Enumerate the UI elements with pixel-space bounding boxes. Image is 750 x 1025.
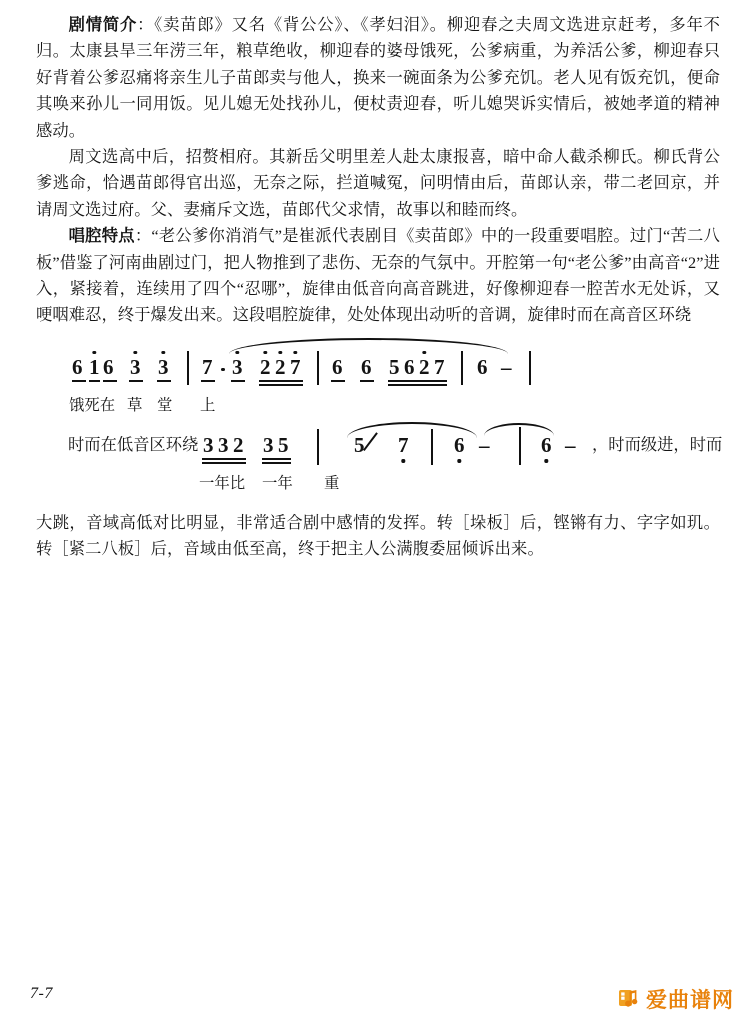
barline-line1-3 — [461, 351, 463, 385]
page-number: 7-7 — [30, 985, 53, 1002]
note-line1-13: 5 — [389, 354, 400, 379]
barline-line2-2 — [431, 429, 433, 465]
beam-line2-a1 — [202, 458, 246, 460]
note-line1-16: 7 — [434, 354, 445, 379]
barline-line1-1 — [187, 351, 189, 385]
beam-line1-c — [103, 380, 117, 382]
beam-line1-h1 — [259, 380, 303, 382]
note-line2-7: 7 — [398, 435, 409, 456]
note-line2-1: 3 — [203, 432, 214, 457]
lyric-line2-3: 重 — [324, 474, 340, 492]
beam-line1-d — [129, 380, 143, 382]
barline-line1-4 — [529, 351, 531, 385]
lyric-line1-1: 饿死在 — [69, 396, 116, 414]
beam-line1-b — [89, 380, 100, 382]
note-line2-4: 3 — [263, 432, 274, 457]
barline-line2-1 — [317, 429, 319, 465]
augmentation-dot-line1 — [221, 368, 225, 372]
beam-line1-a — [72, 380, 86, 382]
note-line2-6: 5 — [354, 432, 365, 457]
octave-dot-down — [458, 459, 461, 462]
barline-line2-3 — [519, 429, 521, 465]
lyric-line1-2: 草 — [127, 396, 143, 414]
note-line1-11: 6 — [332, 354, 343, 379]
label-low-register: 时而在低音区环绕 — [68, 434, 199, 454]
beam-line2-b2 — [262, 462, 291, 464]
paragraph-synopsis-continued — [36, 144, 720, 223]
note-line1-17: 6 — [477, 354, 488, 379]
paragraph-closing — [36, 510, 720, 563]
page-content — [36, 12, 723, 563]
beam-line2-a2 — [202, 462, 246, 464]
note-line2-10: 6 — [541, 435, 552, 456]
slur-line1 — [229, 338, 508, 354]
note-line2-11: – — [565, 432, 576, 457]
closing-body: 大跳，音域高低对比明显，非常适合剧中感情的发挥。转［垛板］后，铿锵有力、字字如玑。转［紧二八板］后，音域由低至高，终于把主人公满腹委屈倾诉出来。 — [36, 512, 720, 559]
note-line1-5: 3 — [158, 357, 169, 378]
beam-line1-h2 — [259, 384, 303, 386]
note-line1-4: 3 — [130, 357, 141, 378]
synopsis-continued-body: 周文选高中后，招赘相府。其新岳父明里差人赴太康报喜，暗中命人截杀柳氏。柳氏背公爹逃命，恰遇苗郎得官出巡，无奈之际，拦道喊冤，问明情由后，苗郎认亲，带二老回京，并请周文选过府。父、妻痛斥文选，苗郎代父求情，故事以和睦而终。 — [36, 147, 720, 219]
note-line2-9: – — [479, 432, 490, 457]
note-line1-18: – — [501, 354, 512, 379]
beam-line1-k1 — [388, 380, 447, 382]
watermark-text: 爱曲谱网 — [646, 989, 734, 1012]
note-line1-14: 6 — [404, 354, 415, 379]
beam-line1-g — [231, 380, 245, 382]
octave-dot-down — [545, 459, 548, 462]
beam-line1-f — [201, 380, 215, 382]
octave-dot-down — [402, 459, 405, 462]
music-note-icon — [617, 987, 641, 1011]
note-line1-15: 2 — [419, 357, 430, 378]
aria-features-lead-label: 唱腔特点 — [68, 226, 135, 246]
site-watermark — [617, 984, 734, 1014]
beam-line2-b1 — [262, 458, 291, 460]
note-line1-9: 2 — [275, 357, 286, 378]
note-line1-1: 6 — [72, 354, 83, 379]
paragraph-aria-features — [36, 223, 720, 329]
synopsis-lead-label: 剧情简介 — [68, 15, 138, 34]
barline-line1-2 — [317, 351, 319, 385]
aria-features-body: ：“老公爹你消消气”是崔派代表剧目《卖苗郎》中的一段重要唱腔。过门“苦二八板”借鉴了河南曲剧过门，把人物推到了悲伤、无奈的气氛中。开腔第一句“老公爹”由高音“2”进入，紧接着，连续用了四个“忍哪”，旋律由低音向高音跳进，好像柳迎春一腔苦水无处诉，又哽咽难忍，终于爆发出来。这段唱腔旋律，处处体现出动听的音调，旋律时而在高音区环绕 — [36, 226, 720, 325]
synopsis-body: ：《卖苗郎》又名《背公公》、《孝妇泪》。柳迎春之夫周文选进京赶考，多年不归。太康县旱三年涝三年，粮草绝收，柳迎春的婆母饿死，公爹病重，为养活公爹，柳迎春只好背着公爹忍痛将亲生儿子苗郎卖与他人，换来一碗面条为公爹充饥。老人见有饭充饥，便命其唤来孙儿一同用饭。见儿媳无处找孙儿，便杖责迎春，听儿媳哭诉实情后，被她孝道的精神感动。 — [36, 15, 721, 140]
beam-line1-k2 — [388, 384, 447, 386]
note-line2-3: 2 — [233, 432, 244, 457]
lyric-line2-1: 一年比 — [199, 474, 246, 492]
note-line1-3: 6 — [103, 354, 114, 379]
note-line1-7: 3 — [232, 357, 243, 378]
note-line1-12: 6 — [361, 354, 372, 379]
octave-dot-up — [134, 351, 137, 354]
note-line1-6: 7 — [202, 354, 213, 379]
octave-dot-up — [93, 351, 96, 354]
beam-line1-i — [331, 380, 345, 382]
note-line1-8: 2 — [260, 357, 271, 378]
label-line2-trailing: ，时而级进，时而 — [592, 434, 723, 454]
note-line1-2: 1 — [89, 357, 100, 378]
note-line2-8: 6 — [454, 435, 465, 456]
note-line1-10: 7 — [290, 357, 301, 378]
beam-line1-e — [157, 380, 171, 382]
music-notation-block — [36, 335, 723, 510]
note-line2-2: 3 — [218, 432, 229, 457]
lyric-line1-3: 堂 — [157, 396, 173, 414]
paragraph-synopsis — [36, 12, 720, 144]
beam-line1-j — [360, 380, 374, 382]
lyric-line2-2: 一年 — [262, 474, 293, 492]
lyric-line1-4: 上 — [200, 396, 216, 414]
octave-dot-up — [162, 351, 165, 354]
note-line2-5: 5 — [278, 432, 289, 457]
